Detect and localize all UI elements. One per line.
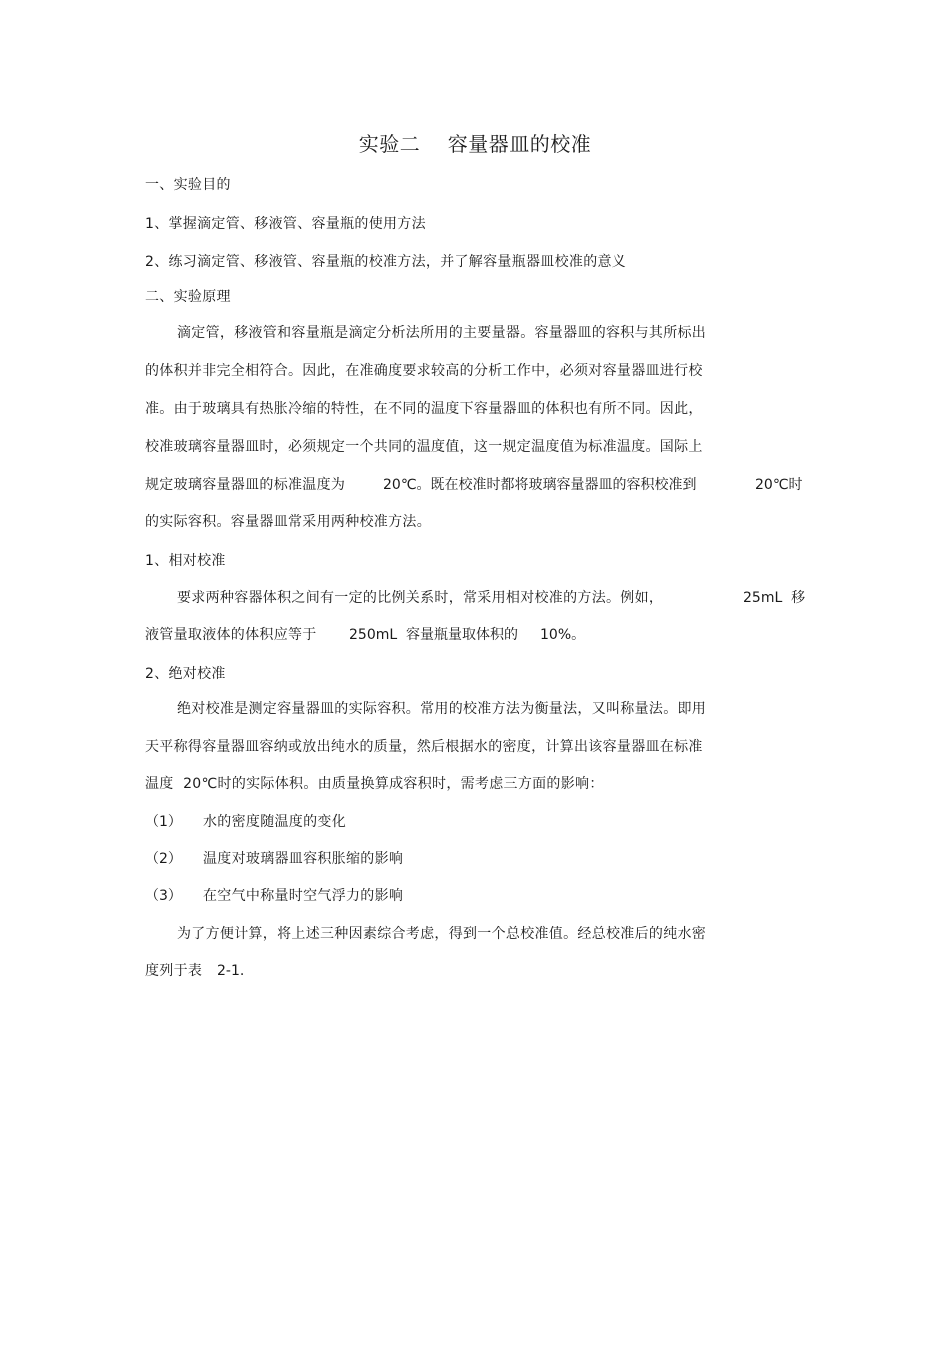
- factor-number-2: （2）: [145, 851, 182, 867]
- relative-line-1a: 要求两种容器体积之间有一定的比例关系时，常采用相对校准的方法。例如，: [177, 590, 664, 606]
- principle-para-line-1: 滴定管，移液管和容量瓶是滴定分析法所用的主要量器。容量器皿的容积与其所标出: [177, 325, 707, 341]
- principle-para-line-4: 校准玻璃容量器皿时，必须规定一个共同的温度值，这一规定温度值为标准温度。国际上: [145, 439, 703, 455]
- factor-text-1: 水的密度随温度的变化: [203, 814, 346, 830]
- section-heading-principle: 二、实验原理: [145, 289, 231, 305]
- principle-para-line-3: 准。由于玻璃具有热胀冷缩的特性，在不同的温度下容量器皿的体积也有所不同。因此，: [145, 401, 703, 417]
- absolute-line-2: 天平称得容量器皿容纳或放出纯水的质量，然后根据水的密度，计算出该容量器皿在标准: [145, 739, 703, 755]
- absolute-line-3: 温度 20℃时的实际体积。由质量换算成容积时，需考虑三方面的影响：: [145, 776, 604, 792]
- principle-para-line-5b: 20℃。既在校准时都将玻璃容量器皿的容积校准到: [383, 477, 697, 493]
- relative-line-2b: 250mL 容量瓶量取体积的: [349, 627, 519, 643]
- factor-number-1: （1）: [145, 814, 182, 830]
- subheading-relative-calibration: 1、相对校准: [145, 553, 226, 569]
- factor-text-2: 温度对玻璃器皿容积胀缩的影响: [203, 851, 404, 867]
- summary-line-1: 为了方便计算，将上述三种因素综合考虑，得到一个总校准值。经总校准后的纯水密: [177, 926, 707, 942]
- section-heading-purpose: 一、实验目的: [145, 177, 231, 193]
- subheading-absolute-calibration: 2、绝对校准: [145, 666, 226, 682]
- principle-para-line-6: 的实际容积。容量器皿常采用两种校准方法。: [145, 514, 431, 530]
- principle-para-line-5c: 20℃时: [755, 477, 803, 493]
- factor-number-3: （3）: [145, 888, 182, 904]
- purpose-item-1: 1、掌握滴定管、移液管、容量瓶的使用方法: [145, 216, 426, 232]
- relative-line-2a: 液管量取液体的体积应等于: [145, 627, 317, 643]
- factor-text-3: 在空气中称量时空气浮力的影响: [203, 888, 404, 904]
- page-title: 实验二 容量器皿的校准: [358, 132, 592, 156]
- absolute-line-1: 绝对校准是测定容量器皿的实际容积。常用的校准方法为衡量法，又叫称量法。即用: [177, 701, 707, 717]
- relative-line-1b: 25mL 移: [743, 590, 806, 606]
- relative-line-2c: 10%。: [540, 627, 586, 643]
- summary-line-2b: 2-1.: [217, 963, 245, 979]
- principle-para-line-2: 的体积并非完全相符合。因此，在准确度要求较高的分析工作中，必须对容量器皿进行校: [145, 363, 703, 379]
- principle-para-line-5a: 规定玻璃容量器皿的标准温度为: [145, 477, 346, 493]
- purpose-item-2: 2、练习滴定管、移液管、容量瓶的校准方法，并了解容量瓶器皿校准的意义: [145, 254, 627, 270]
- summary-line-2a: 度列于表: [145, 963, 203, 979]
